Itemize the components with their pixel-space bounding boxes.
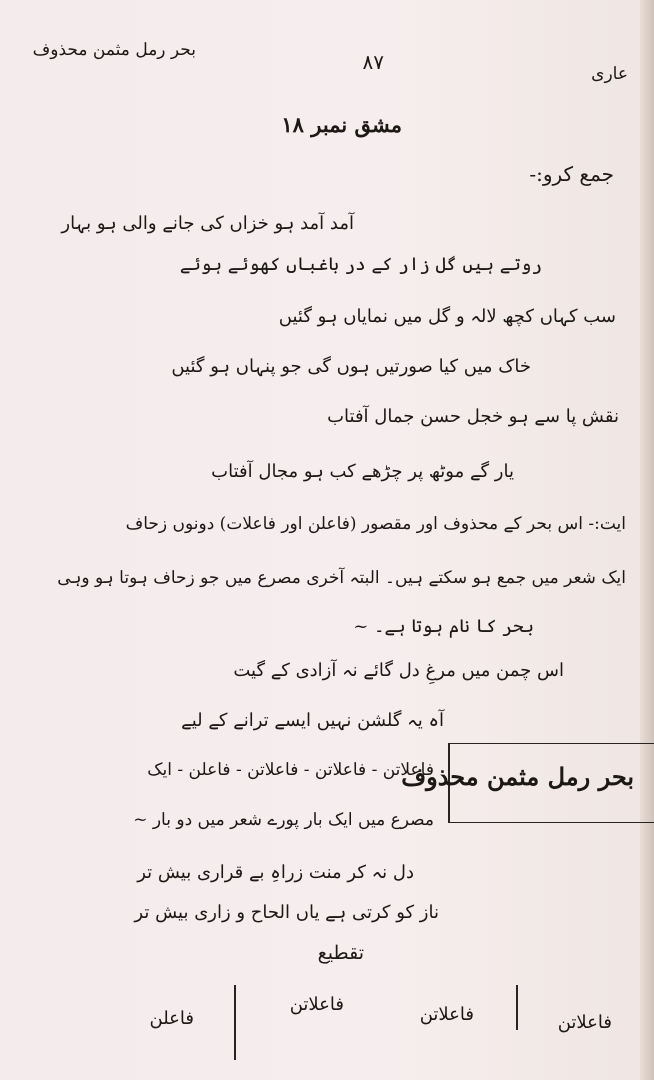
exercise-line: یار گے موٹھ پر چڑھے کب ہو مجال آفتاب	[211, 461, 514, 482]
scansion-title: تقطیع	[317, 942, 364, 964]
couplet-line: ناز کو کرتی ہے یاں الحاح و زاری بیش تر	[134, 902, 439, 923]
page-edge	[640, 0, 654, 1080]
meter-definition-line: فاعلاتن - فاعلاتن - فاعلاتن - فاعلن - ایک	[147, 760, 434, 780]
rule-line: ایت:- اس بحر کے محذوف اور مقصور (فاعلن اور فاعلات) دونوں زحاف	[125, 514, 626, 534]
scansion-foot: فاعلاتن	[557, 1012, 612, 1033]
scansion-divider	[516, 985, 518, 1030]
exercise-line: آمد آمد ہو خزاں کی جانے والی ہو بہار	[61, 213, 354, 234]
rule-line: ایک شعر میں جمع ہو سکتے ہیں۔ البتہ آخری مصرع میں جو زحاف ہوتا ہو وہی	[57, 568, 626, 588]
couplet-line: دل نہ کر منت زراہِ بے قراری بیش تر	[137, 862, 414, 883]
meter-definition-line: مصرع میں ایک بار پورے شعر میں دو بار ~	[133, 810, 434, 830]
rule-line: بحر کا نام ہوتا ہے۔ ~	[353, 616, 534, 637]
example-line: اس چمن میں مرغِ دل گائے نہ آزادی کے گیت	[233, 660, 564, 681]
meter-name-label: بحر رمل مثمن محذوف	[401, 762, 634, 791]
exercise-title: مشق نمبر ١٨	[281, 112, 402, 137]
page-number: ٨٧	[362, 50, 384, 74]
header-left-word: عاری	[591, 64, 628, 84]
scansion-foot: فاعلاتن	[289, 994, 344, 1015]
scansion-foot: فاعلن	[149, 1008, 194, 1029]
exercise-line: خاک میں کیا صورتیں ہوں گی جو پنہاں ہو گئیں	[171, 356, 531, 377]
exercise-line: نقش پا سے ہو خجل حسن جمال آفتاب	[327, 406, 619, 427]
exercise-instruction: جمع کرو:-	[529, 162, 614, 186]
exercise-line: سب کہاں کچھ لالہ و گل میں نمایاں ہو گئیں	[278, 306, 616, 327]
scansion-foot: فاعلاتن	[419, 1004, 474, 1025]
header-meter-name: بحر رمل مثمن محذوف	[32, 40, 196, 60]
example-line: آہ یہ گلشن نہیں ایسے ترانے کے لیے	[181, 710, 444, 731]
exercise-line: روتے ہیں گل زار کے در باغباں کھوئے ہوئے	[179, 254, 542, 275]
scansion-divider	[234, 985, 236, 1060]
